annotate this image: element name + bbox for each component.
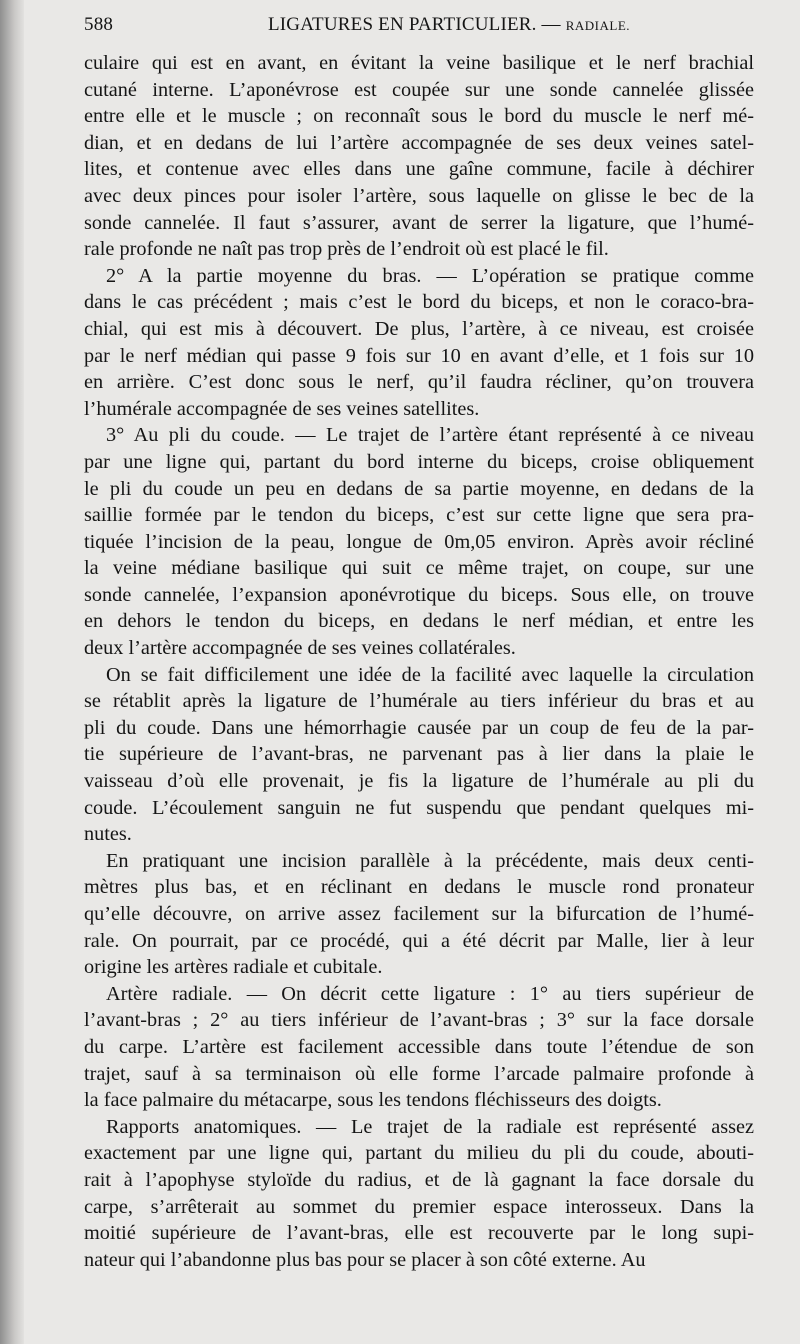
page-number: 588 bbox=[84, 14, 114, 35]
text-line: En pratiquant une incision parallèle à la précédente, mais deux centi- bbox=[106, 849, 754, 872]
text-line: culaire qui est en avant, en évitant la veine basilique et le nerf brachial bbox=[84, 52, 754, 74]
paragraph bbox=[84, 981, 754, 1114]
running-title-section: RADIALE. bbox=[565, 18, 631, 33]
paragraph bbox=[84, 50, 754, 263]
text-line: exactement par une ligne qui, partant du milieu du pli du coude, abouti- bbox=[84, 1142, 754, 1165]
text-line: moitié supérieure de l’avant-bras, elle est recouverte par le long supi- bbox=[84, 1222, 754, 1245]
paragraph bbox=[84, 662, 754, 848]
text-line: avec deux pinces pour isoler l’artère, sous laquelle on glisse le bec de la bbox=[84, 184, 754, 207]
text-line: dans le cas précédent ; mais c’est le bord du biceps, et non le coraco-bra- bbox=[84, 291, 754, 314]
paragraph bbox=[84, 1114, 754, 1274]
text-line: entre elle et le muscle ; on reconnaît sous le bord du muscle le nerf mé- bbox=[84, 105, 754, 128]
text-line: tiquée l’incision de la peau, longue de 0m,05 environ. Après avoir récliné bbox=[84, 530, 754, 553]
text-line: rale profonde ne naît pas trop près de l’endroit où est placé le fil. bbox=[84, 238, 609, 261]
text-line: cutané interne. L’aponévrose est coupée sur une sonde cannelée glissée bbox=[84, 78, 754, 101]
text-line: deux l’artère accompagnée de ses veines collatérales. bbox=[84, 637, 516, 660]
text-line: coude. L’écoulement sanguin ne fut suspendu que pendant quelques mi- bbox=[84, 796, 754, 819]
text-line: chial, qui est mis à découvert. De plus, l’artère, à ce niveau, est croisée bbox=[84, 317, 754, 340]
text-line: saillie formée par le tendon du biceps, c’est sur cette ligne que sera pra- bbox=[84, 504, 754, 527]
text-line: sonde cannelée, l’expansion aponévrotique du biceps. Sous elle, on trouve bbox=[84, 583, 754, 606]
book-page bbox=[84, 14, 754, 1273]
text-line: qu’elle découvre, on arrive assez facilement sur la bifurcation de l’humé- bbox=[84, 903, 754, 925]
text-line: On se fait difficilement une idée de la facilité avec laquelle la circulation bbox=[106, 663, 754, 686]
text-line: carpe, s’arrêterait au sommet du premier espace interosseux. Dans la bbox=[84, 1195, 754, 1218]
text-line: le pli du coude un peu en dedans de sa partie moyenne, en dedans de la bbox=[84, 477, 754, 500]
running-title-main: LIGATURES EN PARTICULIER. bbox=[267, 14, 537, 35]
text-line: par le nerf médian qui passe 9 fois sur 10 en avant d’elle, et 1 fois sur 10 bbox=[84, 344, 754, 367]
text-line: la face palmaire du métacarpe, sous les tendons fléchisseurs des doigts. bbox=[84, 1089, 662, 1112]
text-line: mètres plus bas, et en réclinant en dedans le muscle rond pronateur bbox=[84, 876, 754, 899]
text-line: nutes. bbox=[84, 823, 132, 846]
paragraph bbox=[84, 848, 754, 981]
text-line: l’humérale accompagnée de ses veines satellites. bbox=[84, 397, 480, 420]
text-line: pli du coude. Dans une hémorrhagie causée par un coup de feu de la par- bbox=[84, 716, 754, 739]
text-line: 2° A la partie moyenne du bras. — L’opération se pratique comme bbox=[106, 264, 754, 287]
body-text bbox=[84, 50, 754, 1273]
text-line: vaisseau d’où elle provenait, je fis la ligature de l’humérale au pli du bbox=[84, 770, 754, 793]
text-line: rait à l’apophyse styloïde du radius, et de là gagnant la face dorsale du bbox=[84, 1168, 754, 1191]
text-line: en dehors le tendon du biceps, en dedans le nerf médian, et entre les bbox=[84, 610, 754, 633]
text-line: sonde cannelée. Il faut s’assurer, avant de serrer la ligature, que l’humé- bbox=[84, 211, 754, 234]
text-line: lites, et contenue avec elles dans une gaîne commune, facile à déchirer bbox=[84, 158, 754, 181]
text-line: la veine médiane basilique qui suit ce même trajet, on coupe, sur une bbox=[84, 557, 754, 580]
text-line: Artère radiale. — On décrit cette ligature : 1° au tiers supérieur de bbox=[106, 982, 754, 1005]
text-line: 3° Au pli du coude. — Le trajet de l’artère étant représenté à ce niveau bbox=[106, 424, 754, 447]
running-title-dash: — bbox=[536, 14, 566, 35]
text-line: tie supérieure de l’avant-bras, ne parvenant pas à lier dans la plaie le bbox=[84, 743, 754, 766]
paragraph bbox=[84, 422, 754, 661]
text-line: origine les artères radiale et cubitale. bbox=[84, 956, 383, 979]
running-title bbox=[174, 14, 754, 36]
running-head bbox=[84, 14, 754, 50]
text-line: en arrière. C’est donc sous le nerf, qu’il faudra récliner, qu’on trouvera bbox=[84, 371, 754, 394]
text-line: par une ligne qui, partant du bord interne du biceps, croise obliquement bbox=[84, 450, 754, 473]
text-line: trajet, sauf à sa terminaison où elle forme l’arcade palmaire profonde à bbox=[84, 1062, 754, 1085]
text-line: rale. On pourrait, par ce procédé, qui a été décrit par Malle, lier à leur bbox=[84, 929, 754, 952]
text-line: l’avant-bras ; 2° au tiers inférieur de l’avant-bras ; 3° sur la face dorsale bbox=[84, 1009, 754, 1032]
text-line: nateur qui l’abandonne plus bas pour se placer à son côté externe. Au bbox=[84, 1248, 646, 1271]
book-binding-shadow bbox=[0, 0, 24, 1344]
text-line: du carpe. L’artère est facilement accessible dans toute l’étendue de son bbox=[84, 1035, 754, 1058]
text-line: Rapports anatomiques. — Le trajet de la radiale est représenté assez bbox=[106, 1115, 754, 1138]
paragraph bbox=[84, 263, 754, 423]
text-line: dian, et en dedans de lui l’artère accompagnée de ses deux veines satel- bbox=[84, 131, 754, 154]
text-line: se rétablit après la ligature de l’humérale au tiers inférieur du bras et au bbox=[84, 690, 754, 713]
